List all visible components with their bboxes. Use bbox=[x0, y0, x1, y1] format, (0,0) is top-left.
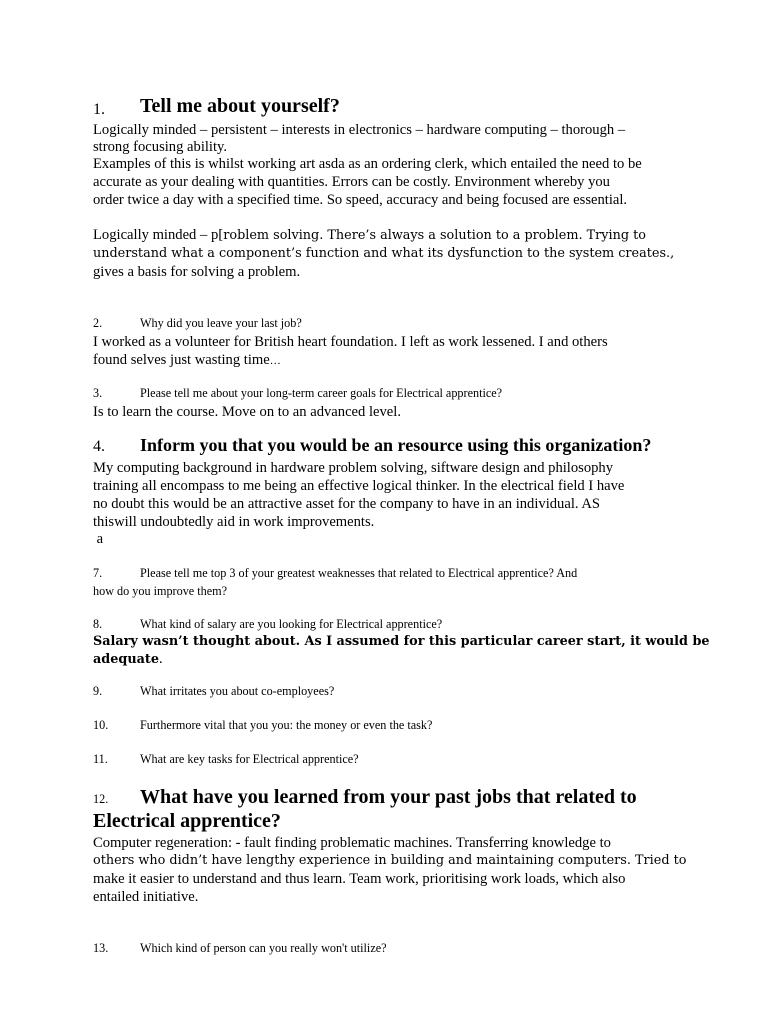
question-number: 9. bbox=[93, 684, 103, 698]
question-heading: Inform you that you would be an resource using this organization? bbox=[140, 435, 652, 455]
answer-line: a bbox=[93, 531, 104, 547]
answer-line: I worked as a volunteer for British heart foundation. I left as work lessened. I and others bbox=[93, 334, 608, 350]
answer-line: Examples of this is whilst working art asda as an ordering clerk, which entailed the need to be bbox=[93, 156, 642, 172]
question-number: 10. bbox=[93, 718, 109, 732]
question-text: Please tell me about your long-term career goals for Electrical apprentice? bbox=[140, 386, 503, 400]
question-number: 8. bbox=[93, 617, 103, 631]
answer-text: . bbox=[158, 651, 163, 667]
ellipsis: … bbox=[269, 355, 281, 367]
question-number: 13. bbox=[93, 941, 109, 955]
answer-line: order twice a day with a specified time. So speed, accuracy and being focused are essential. bbox=[93, 192, 628, 208]
question-text: Which kind of person can you really won't utilize? bbox=[140, 941, 387, 955]
answer-line bbox=[93, 226, 646, 245]
question-number: 12. bbox=[93, 792, 109, 806]
question-heading: Tell me about yourself? bbox=[140, 95, 340, 117]
question-text: Furthermore vital that you you: the money or even the task? bbox=[140, 718, 433, 732]
answer-line: gives a basis for solving a problem. bbox=[93, 264, 301, 280]
answer-line: understand what a component’s function and what its dysfunction to the system creates., bbox=[93, 246, 675, 261]
answer-line: My computing background in hardware problem solving, siftware design and philosophy bbox=[93, 460, 614, 476]
question-text: What are key tasks for Electrical apprentice? bbox=[140, 752, 359, 766]
answer-text: adequate bbox=[93, 652, 159, 667]
answer-line: make it easier to understand and thus learn. Team work, prioritising work loads, which also bbox=[93, 871, 626, 887]
answer-text: Logically minded – p bbox=[93, 227, 219, 243]
question-number: 11. bbox=[93, 752, 108, 766]
question-text: What kind of salary are you looking for Electrical apprentice? bbox=[140, 617, 443, 631]
question-number: 1. bbox=[93, 101, 105, 118]
answer-line: Computer regeneration: - fault finding problematic machines. Transferring knowledge to bbox=[93, 835, 611, 851]
question-heading: Electrical apprentice? bbox=[93, 810, 281, 832]
question-number: 3. bbox=[93, 386, 103, 400]
answer-line: others who didn’t have lengthy experience in building and maintaining computers. Tried to bbox=[93, 853, 687, 868]
question-text: how do you improve them? bbox=[93, 584, 228, 598]
answer-line: strong focusing ability. bbox=[93, 139, 228, 155]
answer-line: accurate as your dealing with quantities. Errors can be costly. Environment whereby you bbox=[93, 174, 610, 190]
answer-text: [roblem solving. There’s always a solution to a problem. Trying to bbox=[218, 228, 646, 243]
answer-line: training all encompass to me being an effective logical thinker. In the electrical field I have bbox=[93, 478, 625, 494]
answer-text: found selves just wasting time bbox=[93, 352, 270, 368]
question-heading: What have you learned from your past jobs that related to bbox=[140, 786, 637, 808]
answer-line: thiswill undoubtedly aid in work improvements. bbox=[93, 514, 375, 530]
answer-line: entailed initiative. bbox=[93, 889, 199, 905]
question-number: 2. bbox=[93, 316, 103, 330]
answer-line bbox=[93, 351, 281, 370]
answer-line: no doubt this would be an attractive asset for the company to have in an individual. AS bbox=[93, 496, 601, 512]
question-number: 4. bbox=[93, 438, 105, 455]
answer-line: Salary wasn’t thought about. As I assumed for this particular career start, it would be bbox=[93, 634, 710, 649]
answer-line bbox=[93, 650, 163, 669]
answer-line: Is to learn the course. Move on to an advanced level. bbox=[93, 404, 401, 420]
question-text: Please tell me top 3 of your greatest weaknesses that related to Electrical apprentice? And bbox=[140, 566, 578, 580]
question-number: 7. bbox=[93, 566, 103, 580]
question-text: Why did you leave your last job? bbox=[140, 316, 302, 330]
answer-line: Logically minded – persistent – interests in electronics – hardware computing – thorough – bbox=[93, 122, 626, 138]
question-text: What irritates you about co-employees? bbox=[140, 684, 335, 698]
